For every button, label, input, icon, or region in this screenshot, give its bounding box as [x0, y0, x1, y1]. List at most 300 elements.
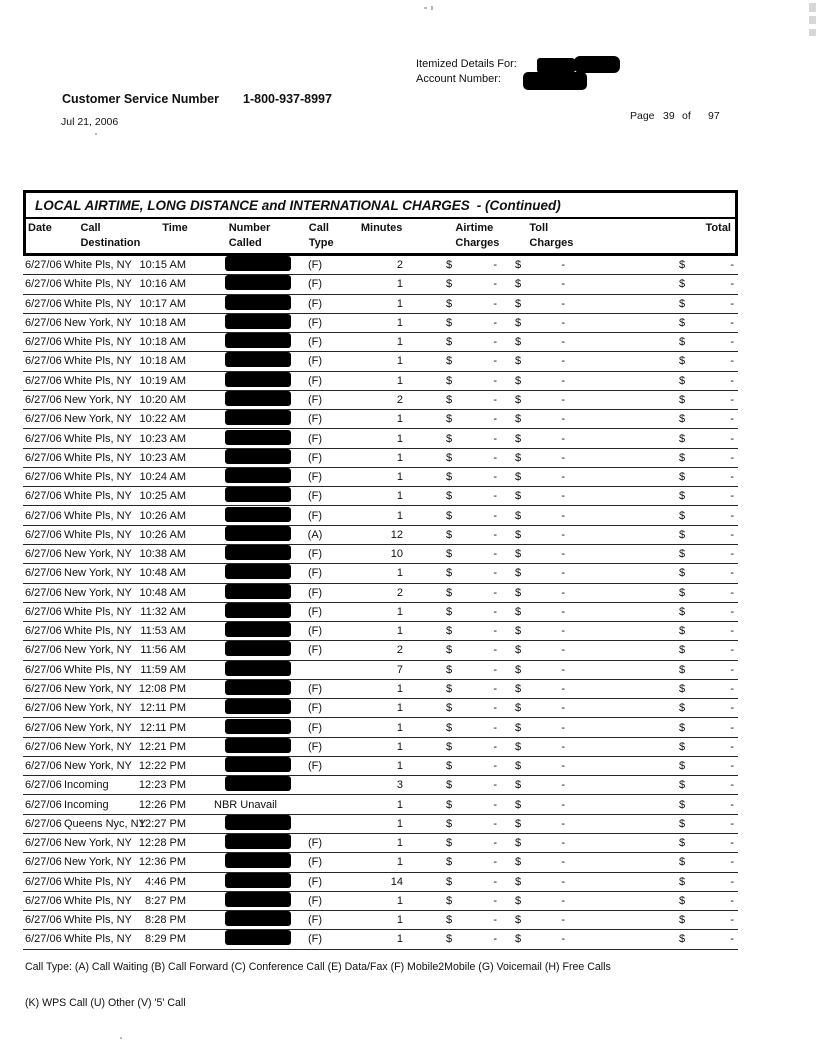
airtime-charge — [403, 799, 498, 811]
currency-symbol: $ — [515, 586, 522, 599]
call-type: (F) — [307, 316, 323, 329]
currency-symbol: $ — [446, 586, 453, 599]
total-amount: - — [730, 682, 734, 695]
number-called-cell — [186, 352, 293, 370]
call-record-row — [23, 372, 738, 391]
call-record-row — [23, 641, 738, 660]
total-amount: - — [730, 663, 734, 676]
toll-charge — [498, 837, 568, 849]
currency-symbol: $ — [679, 740, 686, 753]
redacted-phone-number — [225, 622, 291, 637]
total-amount: - — [730, 355, 734, 368]
currency-symbol: $ — [515, 413, 522, 426]
currency-symbol: $ — [679, 894, 686, 907]
currency-symbol: $ — [679, 817, 686, 830]
call-date: 6/27/06 — [25, 413, 62, 426]
currency-symbol: $ — [446, 355, 453, 368]
call-date: 6/27/06 — [25, 779, 62, 792]
call-record-row — [23, 468, 738, 487]
toll-amount: - — [561, 933, 565, 946]
currency-symbol: $ — [515, 663, 522, 676]
call-type: (F) — [307, 875, 323, 888]
toll-amount: - — [561, 528, 565, 541]
airtime-charge — [403, 818, 498, 830]
total-amount: - — [730, 548, 734, 561]
call-minutes: 1 — [396, 798, 403, 811]
currency-symbol: $ — [446, 316, 453, 329]
customer-service-number: 1-800-937-8997 — [243, 92, 332, 106]
call-time: 10:26 AM — [139, 528, 186, 541]
total-charge — [568, 413, 738, 425]
currency-symbol: $ — [446, 278, 453, 291]
table-title — [26, 193, 735, 219]
currency-symbol: $ — [679, 509, 686, 522]
call-time: 10:25 AM — [139, 490, 186, 503]
currency-symbol: $ — [515, 490, 522, 503]
number-called-cell — [186, 641, 293, 659]
number-called-cell — [186, 930, 293, 948]
currency-symbol: $ — [446, 432, 453, 445]
total-charge — [568, 567, 738, 579]
toll-amount: - — [561, 278, 565, 291]
toll-charge — [498, 490, 568, 502]
call-date: 6/27/06 — [25, 644, 62, 657]
call-record-row — [23, 506, 738, 525]
currency-symbol: $ — [679, 297, 686, 310]
call-time: 10:17 AM — [139, 297, 186, 310]
total-amount: - — [730, 702, 734, 715]
toll-amount: - — [561, 471, 565, 484]
call-time: 11:32 AM — [140, 605, 186, 618]
toll-charge — [498, 760, 568, 772]
redacted-phone-number — [225, 680, 291, 695]
call-date: 6/27/06 — [25, 374, 62, 387]
total-amount: - — [730, 721, 734, 734]
airtime-amount: - — [493, 432, 497, 445]
currency-symbol: $ — [679, 625, 686, 638]
call-time: 10:18 AM — [139, 336, 186, 349]
currency-symbol: $ — [679, 471, 686, 484]
redacted-phone-number — [225, 449, 291, 464]
call-record-row — [23, 603, 738, 622]
total-amount: - — [730, 914, 734, 927]
number-called-cell — [186, 468, 293, 486]
toll-charge — [498, 259, 568, 271]
call-minutes: 1 — [396, 740, 403, 753]
currency-symbol: $ — [515, 702, 522, 715]
call-date: 6/27/06 — [25, 702, 62, 715]
call-destination: White Pls, NY — [64, 914, 132, 927]
call-records — [23, 256, 738, 950]
redacted-phone-number — [225, 661, 291, 676]
number-called-cell — [186, 815, 293, 833]
currency-symbol: $ — [446, 528, 453, 541]
call-type: (F) — [307, 644, 323, 657]
airtime-amount: - — [493, 393, 497, 406]
toll-charge — [498, 317, 568, 329]
call-time: 12:22 PM — [138, 760, 186, 773]
col-header-total: Total — [705, 222, 731, 234]
call-record-row — [23, 545, 738, 564]
call-time: 8:29 PM — [145, 933, 186, 946]
toll-charge — [498, 741, 568, 753]
call-minutes: 1 — [396, 682, 403, 695]
airtime-charge — [403, 394, 498, 406]
airtime-charge — [403, 856, 498, 868]
call-destination: White Pls, NY — [64, 894, 132, 907]
toll-charge — [498, 471, 568, 483]
call-date: 6/27/06 — [25, 567, 62, 580]
number-called-cell — [186, 799, 293, 811]
currency-symbol: $ — [515, 393, 522, 406]
number-called-cell — [186, 487, 293, 505]
currency-symbol: $ — [679, 856, 686, 869]
airtime-amount: - — [493, 837, 497, 850]
call-time: 10:26 AM — [139, 509, 186, 522]
redacted-account-number — [523, 72, 587, 90]
redacted-phone-number — [225, 738, 291, 753]
call-minutes: 1 — [396, 625, 403, 638]
call-type: (F) — [307, 721, 323, 734]
call-type: (F) — [307, 760, 323, 773]
call-record-row — [23, 564, 738, 583]
toll-amount: - — [561, 798, 565, 811]
airtime-amount: - — [493, 259, 497, 272]
account-number-label: Account Number: — [416, 73, 501, 85]
currency-symbol: $ — [515, 837, 522, 850]
toll-amount: - — [561, 663, 565, 676]
col-header-toll-charges: Toll Charges — [529, 222, 574, 249]
total-amount: - — [730, 625, 734, 638]
airtime-charge — [403, 837, 498, 849]
call-date: 6/27/06 — [25, 451, 62, 464]
call-type: (F) — [307, 856, 323, 869]
airtime-amount: - — [493, 682, 497, 695]
call-type: (F) — [307, 471, 323, 484]
total-charge — [568, 317, 738, 329]
total-charge — [568, 471, 738, 483]
currency-symbol: $ — [679, 837, 686, 850]
currency-symbol: $ — [679, 393, 686, 406]
toll-charge — [498, 779, 568, 791]
toll-charge — [498, 355, 568, 367]
currency-symbol: $ — [446, 297, 453, 310]
call-time: 10:19 AM — [139, 374, 186, 387]
call-time: 10:20 AM — [139, 393, 186, 406]
toll-amount: - — [561, 740, 565, 753]
airtime-charge — [403, 452, 498, 464]
call-record-row — [23, 930, 738, 949]
call-destination: Incoming — [64, 798, 109, 811]
call-type: (F) — [307, 432, 323, 445]
toll-charge — [498, 914, 568, 926]
toll-charge — [498, 683, 568, 695]
currency-symbol: $ — [515, 259, 522, 272]
call-time: 10:23 AM — [139, 432, 186, 445]
call-minutes: 1 — [396, 490, 403, 503]
call-destination: New York, NY — [64, 413, 132, 426]
currency-symbol: $ — [446, 490, 453, 503]
total-charge — [568, 702, 738, 714]
number-called-text: NBR Unavail — [214, 798, 277, 811]
call-time: 12:11 PM — [139, 702, 186, 715]
airtime-amount: - — [493, 413, 497, 426]
airtime-charge — [403, 741, 498, 753]
total-charge — [568, 548, 738, 560]
redacted-phone-number — [225, 564, 291, 579]
number-called-cell — [186, 449, 293, 467]
airtime-charge — [403, 529, 498, 541]
redacted-phone-number — [225, 873, 291, 888]
total-amount: - — [730, 528, 734, 541]
call-destination: New York, NY — [64, 740, 132, 753]
total-charge — [568, 606, 738, 618]
total-amount: - — [730, 933, 734, 946]
call-record-row — [23, 622, 738, 641]
toll-charge — [498, 510, 568, 522]
airtime-charge — [403, 702, 498, 714]
currency-symbol: $ — [515, 682, 522, 695]
currency-symbol: $ — [515, 451, 522, 464]
currency-symbol: $ — [446, 856, 453, 869]
call-type: (F) — [307, 393, 323, 406]
table-title-continued: - (Continued) — [476, 197, 561, 213]
total-amount: - — [730, 432, 734, 445]
call-destination: New York, NY — [64, 682, 132, 695]
redacted-phone-number — [225, 641, 291, 656]
col-header-date: Date — [28, 222, 52, 234]
call-minutes: 2 — [396, 393, 403, 406]
col-header-airtime-charges: Airtime Charges — [455, 222, 500, 249]
toll-amount: - — [561, 682, 565, 695]
toll-charge — [498, 818, 568, 830]
currency-symbol: $ — [446, 760, 453, 773]
call-date: 6/27/06 — [25, 682, 62, 695]
currency-symbol: $ — [515, 933, 522, 946]
total-amount: - — [730, 297, 734, 310]
currency-symbol: $ — [679, 875, 686, 888]
currency-symbol: $ — [446, 605, 453, 618]
total-charge — [568, 876, 738, 888]
currency-symbol: $ — [679, 490, 686, 503]
call-minutes: 1 — [396, 914, 403, 927]
col-header-call-type: Call Type — [308, 222, 334, 249]
airtime-charge — [403, 567, 498, 579]
call-minutes: 1 — [396, 471, 403, 484]
call-date: 6/27/06 — [25, 837, 62, 850]
currency-symbol: $ — [515, 798, 522, 811]
call-type: (F) — [307, 297, 323, 310]
call-time: 12:11 PM — [139, 721, 186, 734]
airtime-charge — [403, 625, 498, 637]
total-charge — [568, 336, 738, 348]
call-record-row — [23, 795, 738, 814]
currency-symbol: $ — [679, 760, 686, 773]
call-date: 6/27/06 — [25, 933, 62, 946]
call-time: 12:27 PM — [138, 817, 186, 830]
toll-amount: - — [561, 548, 565, 561]
total-amount: - — [730, 471, 734, 484]
currency-symbol: $ — [679, 798, 686, 811]
toll-charge — [498, 375, 568, 387]
toll-charge — [498, 722, 568, 734]
airtime-amount: - — [493, 721, 497, 734]
number-called-cell — [186, 564, 293, 582]
call-time: 12:08 PM — [138, 682, 186, 695]
call-destination: White Pls, NY — [64, 509, 132, 522]
currency-symbol: $ — [446, 933, 453, 946]
call-destination: White Pls, NY — [64, 297, 132, 310]
call-time: 10:24 AM — [139, 471, 186, 484]
call-destination: White Pls, NY — [64, 875, 132, 888]
page-current: 39 — [663, 110, 675, 122]
call-destination: Queens Nyc, NY — [64, 817, 146, 830]
call-type: (F) — [307, 605, 323, 618]
call-time: 10:22 AM — [139, 413, 186, 426]
number-called-cell — [186, 719, 293, 737]
currency-symbol: $ — [679, 779, 686, 792]
total-amount: - — [730, 278, 734, 291]
call-date: 6/27/06 — [25, 914, 62, 927]
toll-amount: - — [561, 644, 565, 657]
call-type: (F) — [307, 490, 323, 503]
currency-symbol: $ — [679, 336, 686, 349]
airtime-amount: - — [493, 490, 497, 503]
currency-symbol: $ — [515, 721, 522, 734]
call-time: 10:16 AM — [139, 278, 186, 291]
call-destination: New York, NY — [64, 856, 132, 869]
toll-amount: - — [561, 586, 565, 599]
call-date: 6/27/06 — [25, 856, 62, 869]
number-called-cell — [186, 603, 293, 621]
call-time: 10:38 AM — [139, 548, 186, 561]
airtime-amount: - — [493, 278, 497, 291]
call-date: 6/27/06 — [25, 490, 62, 503]
total-charge — [568, 856, 738, 868]
call-minutes: 1 — [396, 413, 403, 426]
airtime-amount: - — [493, 548, 497, 561]
toll-amount: - — [561, 779, 565, 792]
toll-charge — [498, 702, 568, 714]
number-called-cell — [186, 834, 293, 852]
airtime-amount: - — [493, 740, 497, 753]
currency-symbol: $ — [515, 740, 522, 753]
number-called-cell — [186, 507, 293, 525]
toll-charge — [498, 548, 568, 560]
airtime-charge — [403, 355, 498, 367]
call-time: 11:53 AM — [140, 625, 186, 638]
redacted-phone-number — [225, 892, 291, 907]
total-amount: - — [730, 605, 734, 618]
redacted-phone-number — [225, 295, 291, 310]
number-called-cell — [186, 584, 293, 602]
currency-symbol: $ — [515, 856, 522, 869]
call-type: (F) — [307, 567, 323, 580]
call-record-row — [23, 256, 738, 275]
call-date: 6/27/06 — [25, 393, 62, 406]
toll-charge — [498, 413, 568, 425]
total-charge — [568, 490, 738, 502]
toll-amount: - — [561, 374, 565, 387]
call-record-row — [23, 873, 738, 892]
redacted-phone-number — [225, 526, 291, 541]
call-type: (A) — [307, 528, 323, 541]
currency-symbol: $ — [679, 933, 686, 946]
call-type-legend-line1: Call Type: (A) Call Waiting (B) Call Forward (C) Conference Call (E) Data/Fax (F) Mobile2Mobile (G) Voicemail (H) Free Calls — [25, 961, 611, 973]
currency-symbol: $ — [446, 374, 453, 387]
call-minutes: 3 — [396, 779, 403, 792]
number-called-cell — [186, 545, 293, 563]
call-destination: White Pls, NY — [64, 490, 132, 503]
call-minutes: 14 — [390, 875, 403, 888]
airtime-amount: - — [493, 817, 497, 830]
call-type: (F) — [307, 259, 323, 272]
airtime-amount: - — [493, 355, 497, 368]
call-minutes: 1 — [396, 567, 403, 580]
currency-symbol: $ — [679, 914, 686, 927]
col-header-number-called: Number Called — [228, 222, 271, 249]
currency-symbol: $ — [679, 702, 686, 715]
toll-charge — [498, 625, 568, 637]
call-destination: New York, NY — [64, 567, 132, 580]
call-type: (F) — [307, 894, 323, 907]
redacted-phone-number — [225, 776, 291, 791]
call-destination: White Pls, NY — [64, 663, 132, 676]
toll-amount: - — [561, 875, 565, 888]
currency-symbol: $ — [679, 528, 686, 541]
currency-symbol: $ — [679, 355, 686, 368]
airtime-charge — [403, 606, 498, 618]
toll-amount: - — [561, 567, 565, 580]
airtime-amount: - — [493, 509, 497, 522]
call-date: 6/27/06 — [25, 740, 62, 753]
airtime-amount: - — [493, 875, 497, 888]
redacted-phone-number — [225, 410, 291, 425]
airtime-amount: - — [493, 471, 497, 484]
number-called-cell — [186, 911, 293, 929]
itemized-details-label: Itemized Details For: — [416, 58, 517, 70]
call-date: 6/27/06 — [25, 528, 62, 541]
redacted-phone-number — [225, 487, 291, 502]
currency-symbol: $ — [446, 509, 453, 522]
call-type: (F) — [307, 509, 323, 522]
call-record-row — [23, 526, 738, 545]
call-type: (F) — [307, 278, 323, 291]
scan-speck — [95, 133, 97, 135]
customer-service-label: Customer Service Number — [62, 92, 220, 106]
currency-symbol: $ — [446, 779, 453, 792]
currency-symbol: $ — [446, 393, 453, 406]
total-amount: - — [730, 798, 734, 811]
currency-symbol: $ — [446, 625, 453, 638]
airtime-amount: - — [493, 894, 497, 907]
currency-symbol: $ — [515, 625, 522, 638]
call-record-row — [23, 661, 738, 680]
currency-symbol: $ — [515, 760, 522, 773]
call-minutes: 1 — [396, 856, 403, 869]
total-charge — [568, 452, 738, 464]
airtime-amount: - — [493, 933, 497, 946]
call-record-row — [23, 352, 738, 371]
airtime-amount: - — [493, 779, 497, 792]
airtime-amount: - — [493, 760, 497, 773]
col-header-time: Time — [162, 222, 188, 234]
toll-amount: - — [561, 355, 565, 368]
call-date: 6/27/06 — [25, 471, 62, 484]
toll-charge — [498, 433, 568, 445]
airtime-charge — [403, 413, 498, 425]
currency-symbol: $ — [515, 432, 522, 445]
